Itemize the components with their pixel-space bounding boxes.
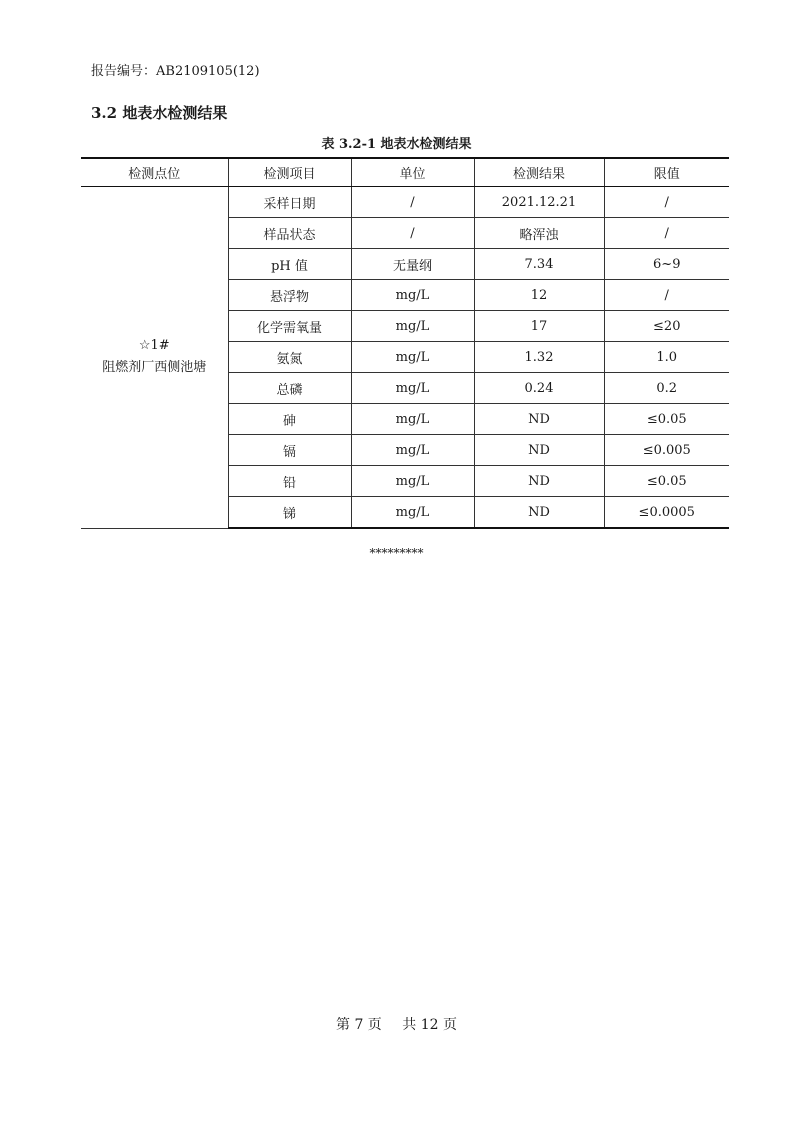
cell-unit: mg/L [351,466,474,497]
table-row [81,187,729,218]
page-footer [0,1014,793,1034]
column-header-result: 检测结果 [474,158,604,187]
cell-limit: 0.2 [604,373,729,404]
cell-unit: mg/L [351,373,474,404]
cell-unit: / [351,218,474,249]
page-number: 第 7 页 [336,1017,382,1033]
cell-limit: ≤0.05 [604,466,729,497]
cell-limit: ≤0.005 [604,435,729,466]
cell-result: 略浑浊 [474,218,604,249]
cell-item: 铅 [228,466,351,497]
cell-item: 总磷 [228,373,351,404]
cell-result: 7.34 [474,249,604,280]
table-caption: 表 3.2-1 地表水检测结果 [321,137,472,152]
cell-result: 12 [474,280,604,311]
page-total: 共 12 页 [402,1017,457,1033]
column-header-site: 检测点位 [81,158,228,187]
cell-unit: mg/L [351,404,474,435]
site-cell [81,187,228,529]
cell-item: 悬浮物 [228,280,351,311]
site-code: ☆1# [138,338,170,354]
cell-unit: mg/L [351,497,474,529]
cell-result: 1.32 [474,342,604,373]
cell-result: ND [474,497,604,529]
site-name: 阻燃剂厂西侧池塘 [102,360,207,376]
cell-limit: / [604,187,729,218]
cell-limit: ≤20 [604,311,729,342]
report-number: 报告编号：AB2109105(12) [91,64,260,79]
cell-item: 氨氮 [228,342,351,373]
table-header-row [81,158,729,187]
cell-result: 0.24 [474,373,604,404]
cell-limit: / [604,218,729,249]
cell-item: 锑 [228,497,351,529]
cell-result: 2021.12.21 [474,187,604,218]
cell-item: 样品状态 [228,218,351,249]
cell-limit: 1.0 [604,342,729,373]
cell-item: pH 值 [228,249,351,280]
cell-item: 镉 [228,435,351,466]
cell-unit: mg/L [351,280,474,311]
cell-result: ND [474,466,604,497]
cell-limit: / [604,280,729,311]
column-header-item: 检测项目 [228,158,351,187]
cell-unit: / [351,187,474,218]
cell-item: 砷 [228,404,351,435]
cell-unit: mg/L [351,435,474,466]
cell-unit: 无量纲 [351,249,474,280]
cell-unit: mg/L [351,311,474,342]
results-table [81,157,729,529]
cell-result: ND [474,435,604,466]
section-title: 3.2 地表水检测结果 [91,104,228,122]
cell-limit: ≤0.05 [604,404,729,435]
cell-limit: ≤0.0005 [604,497,729,529]
cell-result: ND [474,404,604,435]
column-header-limit: 限值 [604,158,729,187]
end-of-table-mark: ********* [369,546,424,560]
column-header-unit: 单位 [351,158,474,187]
cell-item: 化学需氧量 [228,311,351,342]
cell-item: 采样日期 [228,187,351,218]
cell-result: 17 [474,311,604,342]
cell-unit: mg/L [351,342,474,373]
cell-limit: 6~9 [604,249,729,280]
